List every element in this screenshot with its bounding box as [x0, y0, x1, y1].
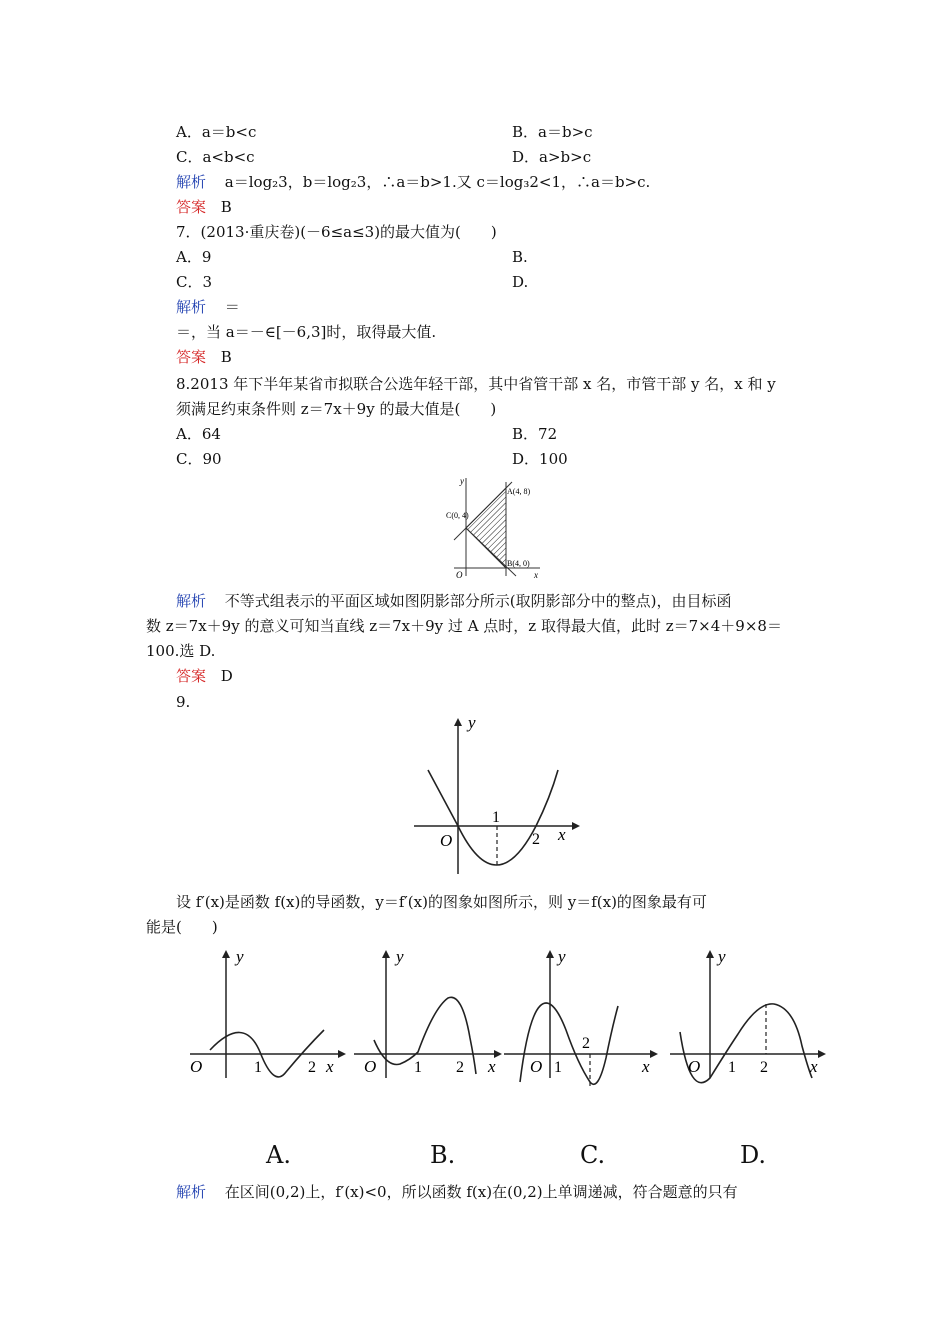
answer-label: 答案	[176, 667, 207, 685]
analysis-label: 解析	[176, 592, 207, 610]
q7-stem: 7．(2013·重庆卷)(－6≤a≤3)的最大值为( )	[176, 223, 497, 241]
q8-option-b: B．72	[512, 425, 558, 443]
answer-value: D	[220, 667, 233, 685]
analysis-text: a＝log₂3，b＝log₂3，∴a＝b>1.又 c＝log₃2<1，∴a＝b>c.	[224, 173, 651, 191]
origin-label: O	[364, 1057, 377, 1076]
q7-answer	[176, 347, 232, 367]
origin-label: O	[190, 1057, 203, 1076]
q9-choice-a-graph	[186, 948, 346, 1088]
tick-label-1: 1	[254, 1059, 262, 1076]
q7-analysis	[176, 297, 240, 317]
q9-derivative-graph	[410, 714, 580, 884]
q9-choice-d-letter: D.	[740, 1141, 767, 1169]
tick-label-2: 2	[760, 1059, 768, 1076]
tick-label-2: 2	[308, 1059, 316, 1076]
answer-label: 答案	[176, 348, 207, 366]
q7-option-d: D.	[512, 273, 529, 291]
axis-label-y: y	[236, 948, 244, 966]
q6-option-c: C．a<b<c	[176, 148, 255, 166]
point-a-label: A(4, 8)	[507, 487, 531, 496]
q9-choice-b-graph	[350, 948, 510, 1088]
answer-value: B	[220, 348, 232, 366]
answer-label: 答案	[176, 198, 207, 216]
origin-label: O	[440, 831, 453, 850]
q7-option-c: C．3	[176, 273, 213, 291]
q8-analysis-line2: 数 z＝7x＋9y 的意义可知当直线 z＝7x＋9y 过 A 点时，z 取得最大值，此时 z＝7×4＋9×8＝	[146, 617, 782, 635]
axis-label-y: y	[468, 714, 476, 732]
q8-analysis-line3: 100.选 D.	[146, 642, 216, 660]
q9-choice-c-graph	[500, 948, 660, 1088]
q8-option-d: D．100	[512, 450, 568, 468]
q9-stem-line1: 设 f′(x)是函数 f(x)的导函数，y＝f′(x)的图象如图所示，则 y＝f(x)的图象最有可	[176, 893, 707, 911]
q6-option-d: D．a>b>c	[512, 148, 592, 166]
axis-label-y: y	[396, 948, 404, 966]
axis-label-y: y	[460, 476, 464, 486]
analysis-label: 解析	[176, 1183, 207, 1201]
axis-label-x: x	[534, 570, 538, 580]
q9-choice-d-graph	[666, 948, 828, 1088]
q8-stem-line1: 8.2013 年下半年某省市拟联合公选年轻干部，其中省管干部 x 名，市管干部 y 名，x 和 y	[176, 375, 776, 393]
tick-label-1: 1	[728, 1059, 736, 1076]
shaded-region	[466, 488, 506, 568]
q9-choice-b-letter: B.	[430, 1141, 456, 1169]
q9-number: 9.	[176, 693, 191, 711]
tick-label-2: 2	[456, 1059, 464, 1076]
q9-choice-a-letter: A.	[266, 1141, 291, 1169]
q9-stem-line2: 能是( )	[146, 918, 218, 936]
origin-label: O	[530, 1057, 543, 1076]
q6-option-b: B．a＝b>c	[512, 123, 593, 141]
y-axis-arrow	[454, 718, 462, 726]
axis-label-x: x	[810, 1057, 818, 1076]
analysis-label: 解析	[176, 298, 207, 316]
q8-stem-line2: 须满足约束条件则 z＝7x＋9y 的最大值是( )	[176, 400, 497, 418]
answer-value: B	[220, 198, 232, 216]
axis-label-y: y	[558, 948, 566, 966]
q7-analysis-line2: ＝，当 a＝－∈[－6,3]时，取得最大值.	[176, 323, 437, 341]
analysis-text: 不等式组表示的平面区域如图阴影部分所示(取阴影部分中的整点)，由目标函	[224, 592, 732, 610]
origin-label: O	[456, 570, 463, 580]
q7-option-a: A．9	[176, 248, 212, 266]
tick-label-1: 1	[492, 809, 500, 826]
q8-answer	[176, 666, 233, 686]
axis-label-y: y	[718, 948, 726, 966]
tick-label-1: 1	[414, 1059, 422, 1076]
q8-analysis	[176, 591, 732, 611]
analysis-text: 在区间(0,2)上，f′(x)<0，所以函数 f(x)在(0,2)上单调递减，符合题意的只有	[224, 1183, 738, 1201]
q6-answer	[176, 197, 232, 217]
q8-feasible-region-figure	[440, 472, 550, 584]
q6-option-a: A．a＝b<c	[176, 123, 257, 141]
q8-option-c: C．90	[176, 450, 222, 468]
q9-choice-c-letter: C.	[580, 1141, 606, 1169]
point-c-label: C(0, 4)	[446, 511, 469, 520]
origin-label: O	[688, 1057, 701, 1076]
x-axis-arrow	[572, 822, 580, 830]
tick-label-2: 2	[582, 1035, 590, 1052]
axis-label-x: x	[488, 1057, 496, 1076]
q8-option-a: A．64	[176, 425, 221, 443]
analysis-label: 解析	[176, 173, 207, 191]
point-b-label: B(4, 0)	[507, 559, 530, 568]
tick-label-1: 1	[554, 1059, 562, 1076]
q7-option-b: B.	[512, 248, 528, 266]
axis-label-x: x	[326, 1057, 334, 1076]
q9-analysis	[176, 1182, 738, 1202]
axis-label-x: x	[558, 825, 566, 844]
analysis-text: ＝	[224, 298, 240, 316]
tick-label-2: 2	[532, 831, 540, 848]
axis-label-x: x	[642, 1057, 650, 1076]
q6-analysis	[176, 172, 650, 192]
